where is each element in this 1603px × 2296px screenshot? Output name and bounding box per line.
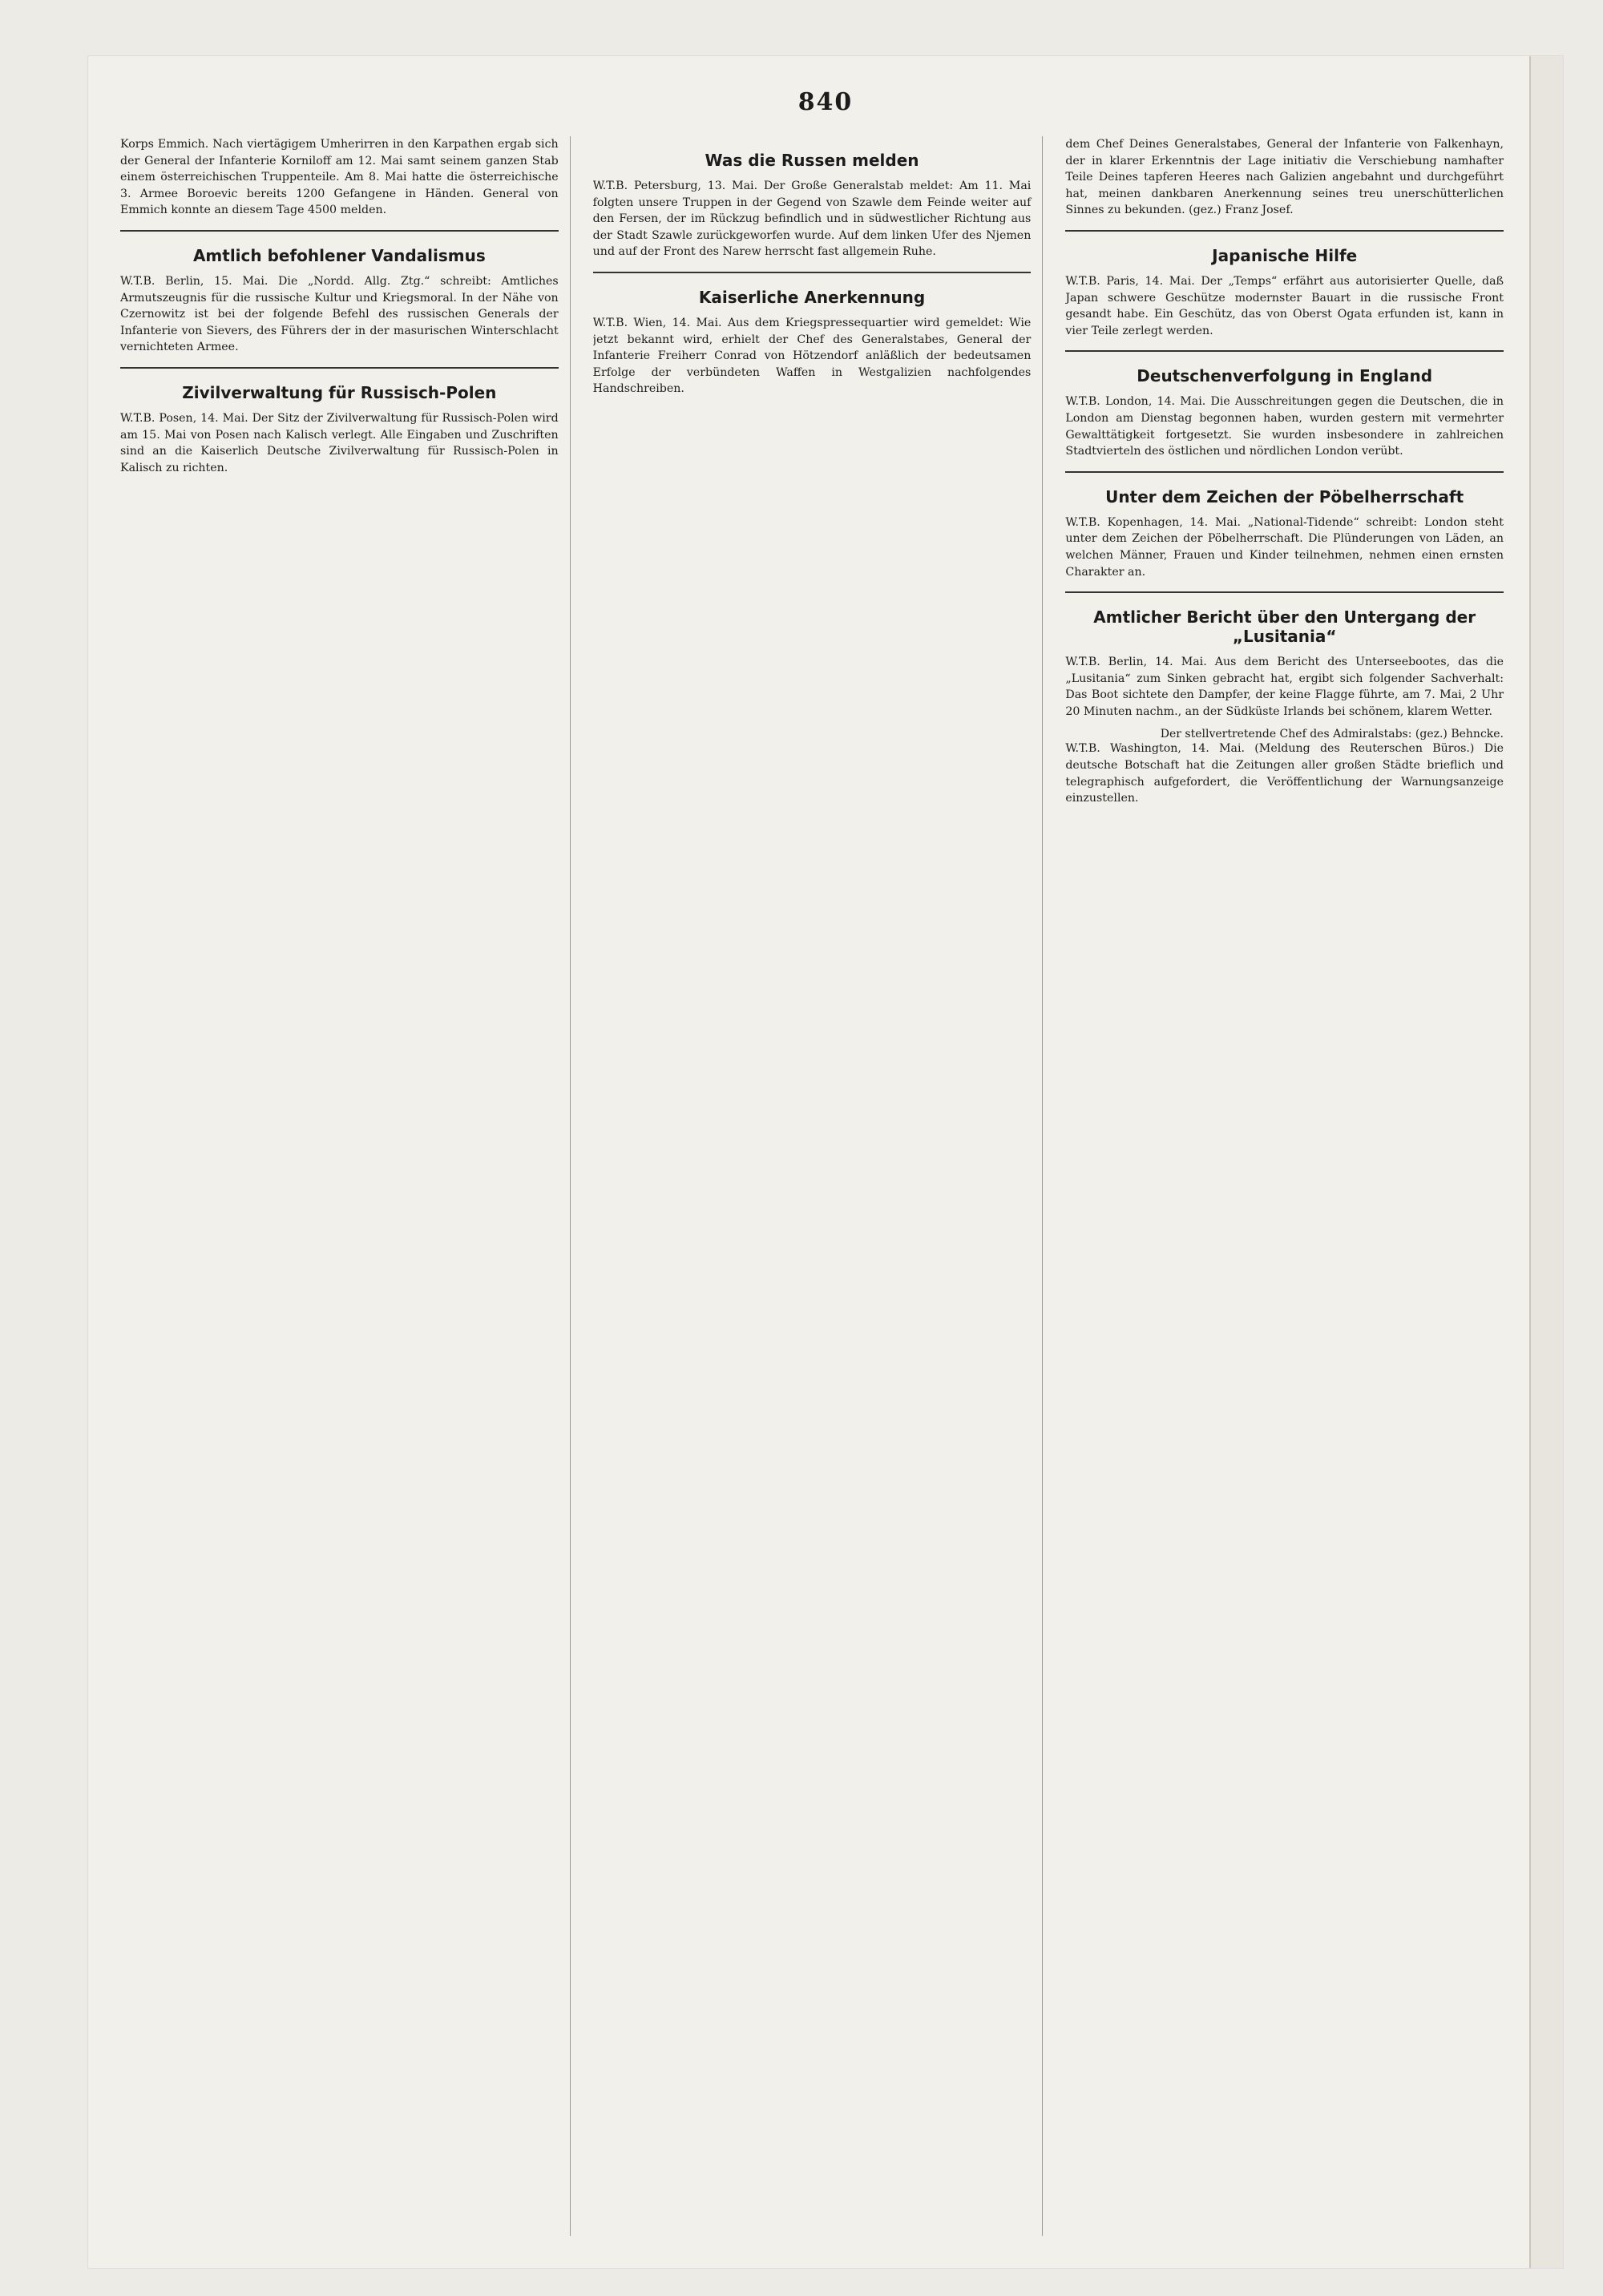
article-headline: Zivilverwaltung für Russisch-Polen (182, 382, 497, 402)
article (120, 246, 559, 356)
article (1065, 740, 1504, 806)
divider (593, 272, 1032, 273)
article-headline: Amtlicher Bericht über den Untergang der „Lusitania“ (1093, 607, 1476, 647)
article-headline: Kaiserliche Anerkennung (698, 287, 926, 307)
article-body: W.T.B. Petersburg, 13. Mai. Der Große Generalstab meldet: Am 11. Mai folgten unsere Truppen in der Gegend von Szawle dem Feinde weiter auf den Fersen, der im Rückzug befindlich und in südwestlicher Richtung aus der Stadt Szawle zurückgeworfen wurde. Auf dem linken Ufer des Njemen und auf der Front des Narew herrscht fast allgemein Ruhe. (592, 180, 1032, 259)
article-body: W.T.B. Berlin, 15. Mai. Die „Nordd. Allg. Ztg.“ schreibt: Amtliches Armutszeugnis für die russische Kultur und Kriegsmoral. In der Nähe von Czernowitz ist bei der folgende Befehl des russischen Generals der Infanterie von Sievers, des Führers der in der masurischen Winterschlacht vernichteten Armee. (120, 274, 559, 354)
article-body: Korps Emmich. Nach viertägigem Umherirren in den Karpathen ergab sich der General der Infanterie Korniloff am 12. Mai samt seinem ganzen Stab einem österreichischen Truppenteile. Am 8. Mai hatte die österreichische 3. Armee Boroevic bereits 1200 Gefangene in Händen. General von Emmich konnte an diesem Tage 4500 melden. (120, 138, 559, 217)
page-number: 840 (797, 88, 854, 116)
article-headline: Unter dem Zeichen der Pöbelherrschaft (1105, 486, 1464, 506)
article (1065, 607, 1504, 720)
column-1 (120, 136, 571, 2236)
article-body: W.T.B. Kopenhagen, 14. Mai. „National-Tidende“ schreibt: London steht unter dem Zeichen der Pöbelherrschaft. Die Plünderungen von Läden, an welchen Männer, Frauen und Kinder teilnehmen, nehmen einen ernsten Charakter an. (1065, 515, 1504, 579)
signature: Der stellvertretende Chef des Admiralstabs: (gez.) Behncke. (1160, 728, 1504, 741)
article-body: W.T.B. London, 14. Mai. Die Ausschreitungen gegen die Deutschen, die in London am Dienstag begonnen haben, wurden gestern mit vermehrter Gewalttätigkeit fortgesetzt. Sie wurden insbesondere in zahlreichen Stadtvierteln des östlichen und nördlichen London verübt. (1065, 395, 1504, 458)
article-headline: Amtlich befohlener Vandalismus (192, 245, 486, 265)
article (593, 151, 1032, 260)
divider (1065, 230, 1504, 232)
article (593, 288, 1032, 397)
divider (1065, 591, 1504, 593)
divider (120, 230, 559, 232)
column-2 (593, 136, 1044, 2236)
article (1065, 366, 1504, 459)
page-gutter (1529, 56, 1563, 2268)
article-headline: Japanische Hilfe (1212, 245, 1358, 265)
article-body: W.T.B. Washington, 14. Mai. (Meldung des Reuterschen Büros.) Die deutsche Botschaft hat die Zeitungen aller großen Städte brieflich und telegraphisch aufgefordert, die Veröffentlichung der Warnungsanzeige einzustellen. (1065, 742, 1504, 805)
article-body: W.T.B. Paris, 14. Mai. Der „Temps“ erfährt aus autorisierter Quelle, daß Japan schwere Geschütze modernster Bauart in die russische Front gesandt habe. Ein Geschütz, das von Oberst Ogata erfunden ist, kann in vier Teile zerlegt werden. (1065, 274, 1504, 337)
divider (120, 367, 559, 369)
article (1065, 487, 1504, 580)
article-body: W.T.B. Berlin, 14. Mai. Aus dem Bericht des Unterseebootes, das die „Lusitania“ zum Sinken gebracht hat, ergibt sich folgender Sachverhalt: Das Boot sichtete den Dampfer, der keine Flagge führte, am 7. Mai, 2 Uhr 20 Minuten nachm., an der Südküste Irlands bei schönem, klarem Wetter. (1065, 656, 1504, 718)
article (1065, 136, 1504, 219)
article-body: dem Chef Deines Generalstabes, General der Infanterie von Falkenhayn, der in klarer Erkenntnis der Lage initiativ die Verschiebung namhafter Teile Deines tapferen Heeres nach Galizien angebahnt und durchgeführt hat, meinen dankbaren Anerkennung seines treu unerschütterlichen Sinnes zu bekunden. (gez.) Franz Josef. (1065, 138, 1504, 217)
article-body: W.T.B. Wien, 14. Mai. Aus dem Kriegspressequartier wird gemeldet: Wie jetzt bekannt wird, erhielt der Chef des Generalstabes, General der Infanterie Freiherr Conrad von Hötzendorf anläßlich der bedeutsamen Erfolge der verbündeten Waffen in Westgalizien nachfolgendes Handschreiben. (592, 316, 1032, 396)
article-body: W.T.B. Posen, 14. Mai. Der Sitz der Zivilverwaltung für Russisch-Polen wird am 15. Mai von Posen nach Kalisch verlegt. Alle Eingaben und Zuschriften sind an die Kaiserlich Deutsche Zivilverwaltung für Russisch-Polen in Kalisch zu richten. (120, 411, 559, 474)
article (120, 136, 559, 219)
article (120, 383, 559, 476)
divider (1065, 471, 1504, 473)
column-3 (1065, 136, 1515, 2236)
article-headline: Deutschenverfolgung in England (1137, 366, 1433, 386)
newspaper-page (88, 56, 1563, 2268)
divider (1065, 350, 1504, 352)
article (1065, 246, 1504, 339)
article-headline: Was die Russen melden (705, 151, 919, 170)
columns (120, 136, 1515, 2236)
